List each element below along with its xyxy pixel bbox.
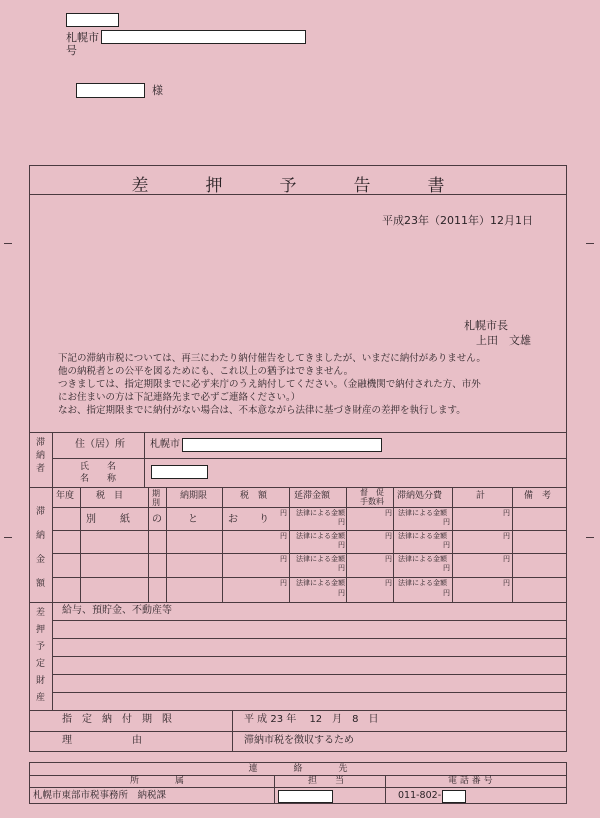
rule [512,487,513,602]
honorific: 様 [152,84,163,97]
address-city: 札幌市 [66,31,99,44]
rule [52,577,567,578]
fold-mark [4,537,12,538]
document-title: 差 押 予 告 書 [131,176,465,196]
rule [29,432,567,433]
issuer-name: 上田 文雄 [476,334,531,347]
rule [29,602,567,603]
rule [166,487,167,602]
body-line: なお、指定期限までに納付がない場合は、不本意ながら法律に基づき財産の差押を執行します。 [58,405,466,416]
yen-unit: 円 [503,532,510,540]
property-section-label: 差押予定財産 [36,608,46,703]
rule [52,432,53,487]
col-header: 督 促 手数料 [360,488,384,506]
redacted-taxpayer-address [182,438,382,452]
contact-dept-label: 所 属 [130,776,185,786]
address-label: 住（居）所 [75,439,125,450]
rule [52,656,567,657]
property-items: 給与、預貯金、不動産等 [62,605,172,616]
rule [52,458,567,459]
redacted-recipient-name [76,83,145,98]
amount-section-label: 滞納金額 [36,507,46,589]
row-text: 紙 [120,514,130,525]
col-header: 年度 [56,491,75,501]
yen-unit: 円 [503,509,510,517]
rule [80,487,81,602]
rule [274,775,275,804]
yen-unit: 円 [280,579,287,587]
rule [29,710,567,711]
col-header: 滞納処分費 [397,491,443,501]
rule [148,487,149,602]
yen-unit: 円 [385,509,392,517]
col-header: 延滞金額 [294,491,331,501]
legal-note: 法律による金額 [296,555,345,563]
yen-unit: 円 [280,532,287,540]
yen-unit: 円 [338,589,345,597]
issuer-title: 札幌市長 [464,319,508,332]
redacted-phone [442,790,466,803]
col-header: 税 額 [240,491,268,501]
yen-unit: 円 [280,509,287,517]
yen-unit: 円 [385,555,392,563]
rule [385,775,386,804]
rule [52,638,567,639]
col-header: 税 目 [96,491,124,501]
taxpayer-section-label: 滞納者 [36,438,46,474]
rule [29,787,567,788]
contact-phone-label: 電 話 番 号 [448,776,493,786]
fold-mark [586,243,594,244]
redacted-taxpayer-name [151,465,208,479]
rule [52,692,567,693]
rule [52,530,567,531]
legal-note: 法律による金額 [398,579,447,587]
reason-value: 滞納市税を徴収するため [244,735,354,746]
body-line: にお住まいの方は下記連絡先まで必ずご連絡ください。） [58,392,301,403]
legal-note: 法律による金額 [398,555,447,563]
rule [289,487,290,602]
rule [52,487,53,602]
rule [144,432,145,487]
notice-body [58,352,548,417]
yen-unit: 円 [338,564,345,572]
deadline-label: 指 定 納 付 期 限 [62,714,172,725]
address-value: 札幌市 [150,439,180,450]
yen-unit: 円 [338,541,345,549]
yen-unit: 円 [385,532,392,540]
rule [452,487,453,602]
contact-person-label: 担 当 [308,776,345,786]
issue-date: 平成23年（2011年）12月1日 [382,214,533,227]
name-label-2: 名 称 [80,474,117,484]
rule [29,731,567,732]
fold-mark [586,537,594,538]
body-line: 他の納税者との公平を図るためにも、これ以上の猶予はできません。 [58,366,354,377]
deadline-value: 平 成 23 年 12 月 8 日 [244,714,379,725]
contact-header: 連 絡 先 [248,764,348,774]
yen-unit: 円 [503,579,510,587]
name-label: 氏 名 [80,462,117,472]
rule [29,487,567,488]
rule [346,487,347,602]
legal-note: 法律による金額 [398,509,447,517]
fold-mark [4,243,12,244]
address-number-suffix: 号 [66,44,77,57]
row-text: の [152,514,162,525]
contact-dept-value: 札幌市東部市税事務所 納税課 [33,790,167,801]
yen-unit: 円 [385,579,392,587]
row-text: り [259,514,269,525]
rule [52,674,567,675]
rule [222,487,223,602]
row-text: 別 [86,514,96,525]
redacted-address [101,30,306,44]
legal-note: 法律による金額 [296,509,345,517]
yen-unit: 円 [503,555,510,563]
yen-unit: 円 [443,541,450,549]
yen-unit: 円 [443,518,450,526]
yen-unit: 円 [338,518,345,526]
yen-unit: 円 [443,564,450,572]
rule [52,507,567,508]
legal-note: 法律による金額 [296,532,345,540]
row-text: お [228,514,238,525]
rule [52,553,567,554]
redacted-contact-person [278,790,333,803]
yen-unit: 円 [443,589,450,597]
row-text: と [188,514,198,525]
legal-note: 法律による金額 [296,579,345,587]
body-line: つきましては、指定期限までに必ず来庁のうえ納付してください。（金融機関で納付された方、市外 [58,379,481,390]
contact-phone-value: 011-802- [398,790,442,801]
reason-label: 理 由 [62,735,142,746]
redacted-postal [66,13,119,27]
yen-unit: 円 [280,555,287,563]
legal-note: 法律による金額 [398,532,447,540]
col-header: 納期限 [180,491,208,501]
col-header: 計 [476,491,486,501]
rule [232,710,233,752]
col-header: 期別 [152,489,160,507]
col-header: 備 考 [524,491,552,501]
body-line: 下記の滞納市税については、再三にわたり納付催告をしてきましたが、いまだに納付がありません。 [58,353,486,364]
rule [52,620,567,621]
